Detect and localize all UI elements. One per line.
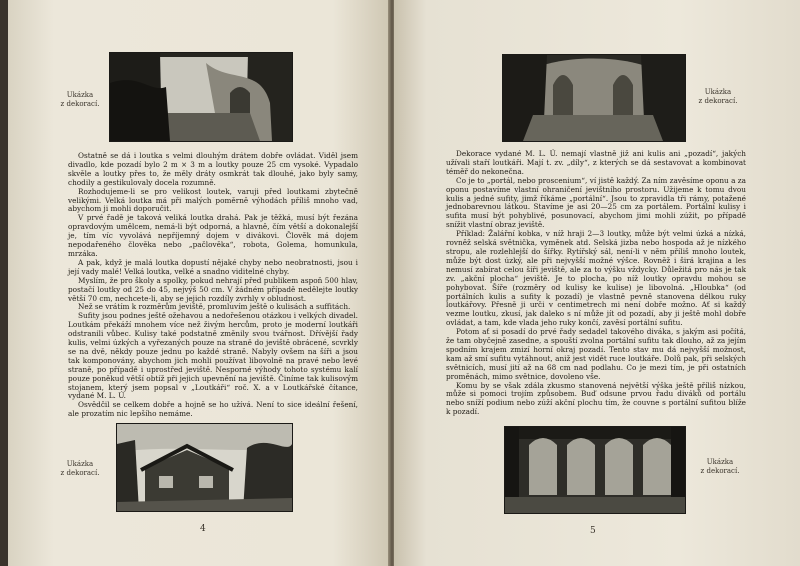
page-number: 4 [200, 524, 206, 534]
page-number: 5 [590, 526, 596, 536]
caption-top [58, 91, 102, 109]
paragraph: A pak, když je malá loutka dopustí nějaké chyby nebo neobratnosti, jsou i její vady malé! Velká loutka, velké a snadno viditelné chyby. [68, 257, 358, 276]
paragraph: Potom ať si posadí do prvé řady sedadel takového diváka, s jakým asi počítá, že tam obyčejně zasedne, a spouští zvolna portální sufitu tak dlouho, až za jejím spodním krajem zmizí horní okraj pozadí. Tento stav mu dá nejvyšší možnost, kam až smí sufitu vytáhnout, aniž jest vidět ruce loutkáře. Dolů pak, při selských světnicích, musí jití až na 68 cm nad podlahu. Co je mezi tím, je při ostatních proměnách, mimo světnice, dovoleno vše. [446, 327, 746, 381]
left-page [8, 0, 390, 566]
caption-line: Ukázka [66, 460, 94, 468]
caption-line: Ukázka [66, 91, 94, 99]
caption-line: z dekorací. [698, 97, 738, 105]
decoration-illustration-bottom [116, 423, 293, 512]
caption-bottom [58, 460, 102, 478]
paragraph: V prvé řadě je taková veliká loutka drahá. Pak je těžká, musí být řezána opravdovým umělcem, nemá-li být odporná, a hlavně, čím větší a dokonalejší je, tím víc vyvolává nepříjemný dojem v divákovi. Člověk má dojem nepodařeného člověka nebo „pačlověka“, robota, Golema, homunkula, mrzáka. [68, 213, 358, 258]
decoration-illustration-bottom [504, 426, 686, 514]
paragraph: Než se vrátím k rozměrům jeviště, promluvím ještě o kulisách a suffitách. [78, 302, 351, 312]
caption-line: Ukázka [706, 458, 734, 466]
right-page [394, 0, 800, 566]
paragraph: Osvědčil se celkem dobře a hojně se ho užívá. Není to sice ideální řešení, ale prozatím nic lepšího nemáme. [68, 400, 358, 419]
caption-line: z dekorací. [60, 469, 100, 477]
caption-bottom [698, 458, 742, 476]
paragraph: Myslím, že pro školy a spolky, pokud nehrají před publikem aspoň 500 hlav, postačí loutky od 25 do 45, nejvýš 50 cm. V žádném případě nedělejte loutky větší 70 cm, nechcete-li, aby se jejich rozdíly zvrhly v obludnost. [68, 275, 358, 303]
caption-line: Ukázka [704, 88, 732, 96]
caption-line: z dekorací. [700, 467, 740, 475]
paragraph: Sufity jsou podnes ještě ožehavou a nedořešenou otázkou i velkých divadel. Loutkám překáží mnohem více než živým hercům, proto je moderní loutkáři odstranili vůbec. Kulisy také podstatně změnily svou tvářnost. Dřívější řady kulis, velmi úzkých a vyřezaných pouze na straně do jeviště obrácené, scvrkly se na dvě, někdy pouze jednu po každé straně. Nabyly ovšem na šíři a jsou tak komponovány, abychom jich mohli používat libovolně na pravé nebo levé straně, po případě i uprostřed jeviště. Nesporné výhody tohoto systému kalí pouze poněkud větší obtíž při jejich upevnění na jeviště. Činíme tak kulisovým stojanem, který jsem popsal v „Loutkáři“ roč. X. a v Loutkářské čítance, vydané M. L. Ú. [68, 311, 358, 401]
decoration-illustration-top [109, 52, 293, 142]
right-body-text [446, 150, 746, 417]
caption-top [696, 88, 740, 106]
decoration-illustration-top [502, 54, 686, 142]
left-body-text [68, 152, 358, 419]
caption-line: z dekorací. [60, 100, 100, 108]
paragraph: Rozhodujeme-li se pro velikost loutek, varuji před loutkami zbytečně velikými. Velká loutka má při malých poměrně výhodách příliš mnoho vad, abychom ji mohli doporučit. [68, 186, 358, 214]
paragraph: Ostatně se dá i loutka s velmi dlouhým drátem dobře ovládat. Viděl jsem divadlo, kde pozadí bylo 2 m × 3 m a loutky pouze 25 cm vysoké. Vypadalo skvěle a loutky přes to, že měly dráty osmkrát tak dlouhé, jako byly samy, chodily a gestikulovaly docela rozumně. [68, 151, 358, 187]
paragraph: Dekorace vydané M. L. Ú. nemají vlastně již ani kulis ani „pozadí“, jakých užívali staří loutkáři. Mají t. zv. „díly“, z kterých se dá sestavovat a kombinovat téměř do nekonečna. [446, 149, 746, 176]
paragraph: Komu by se však zdála zkusmo stanovená největší výška ještě příliš nízkou, může si pomoci trojím způsobem. Buď odsune prvou řadu diváků od portálu nebo sníží podium nebo zúží akční plochu tím, že couvne s portální sufitou blíže k pozadí. [446, 380, 746, 417]
paragraph: Co je to „portál, nebo proscenium“, ví jistě každý. Za ním zavěsíme oponu a za oponu postavíme vlastní ohraničení jevištního prostoru. Užijeme k tomu dvou kulis a jedné sufity, jimž říkáme „portální“. Jsou to zpravidla tři rámy, potažené jednobarevnou látkou. Stavíme je asi 20—25 cm za portálem. Portální kulisy i sufita musí být pohyblivé, posunovací, abychom jimi mohli zúžit, po případě snížit vlastní obraz jeviště. [446, 175, 746, 230]
paragraph: Příklad: Žalářní kobka, v níž hraji 2—3 loutky, může být velmi úzká a nízká, rovněž selská světnička, vyměnek atd. Selská jizba nebo hospoda až je nízkého stropu, ale rozlehlejší do šířky. Rytířský sál, není-li v něm příliš mnoho loutek, může být dost úzký, ale při nejvyšší možné výšce. Rovněž i širá krajina a les nemusí zabírat celou šíři jeviště, ale za to výšku vždycky. Důležitá pro nás je tak zv. „akční plocha“ jeviště. Je to plocha, po níž loutky opravdu mohou se pohybovat. Šíře (rozměry od kulisy ke kulise) je libovolná. „Hloubka“ (od portálních kulis a sufity k pozadí) je vlastně pevně stanovena délkou ruky loutkářovy. Přesně ji urči v centimetrech mi není dobře možno. Ať si každý vezme loutku, zkusí, jak daleko s ní může jít od pozadí, aby ji ještě mohl dobře ovládat, a tam, kde vlada jeho ruky končí, zavěsí portální sufitu. [446, 229, 746, 328]
